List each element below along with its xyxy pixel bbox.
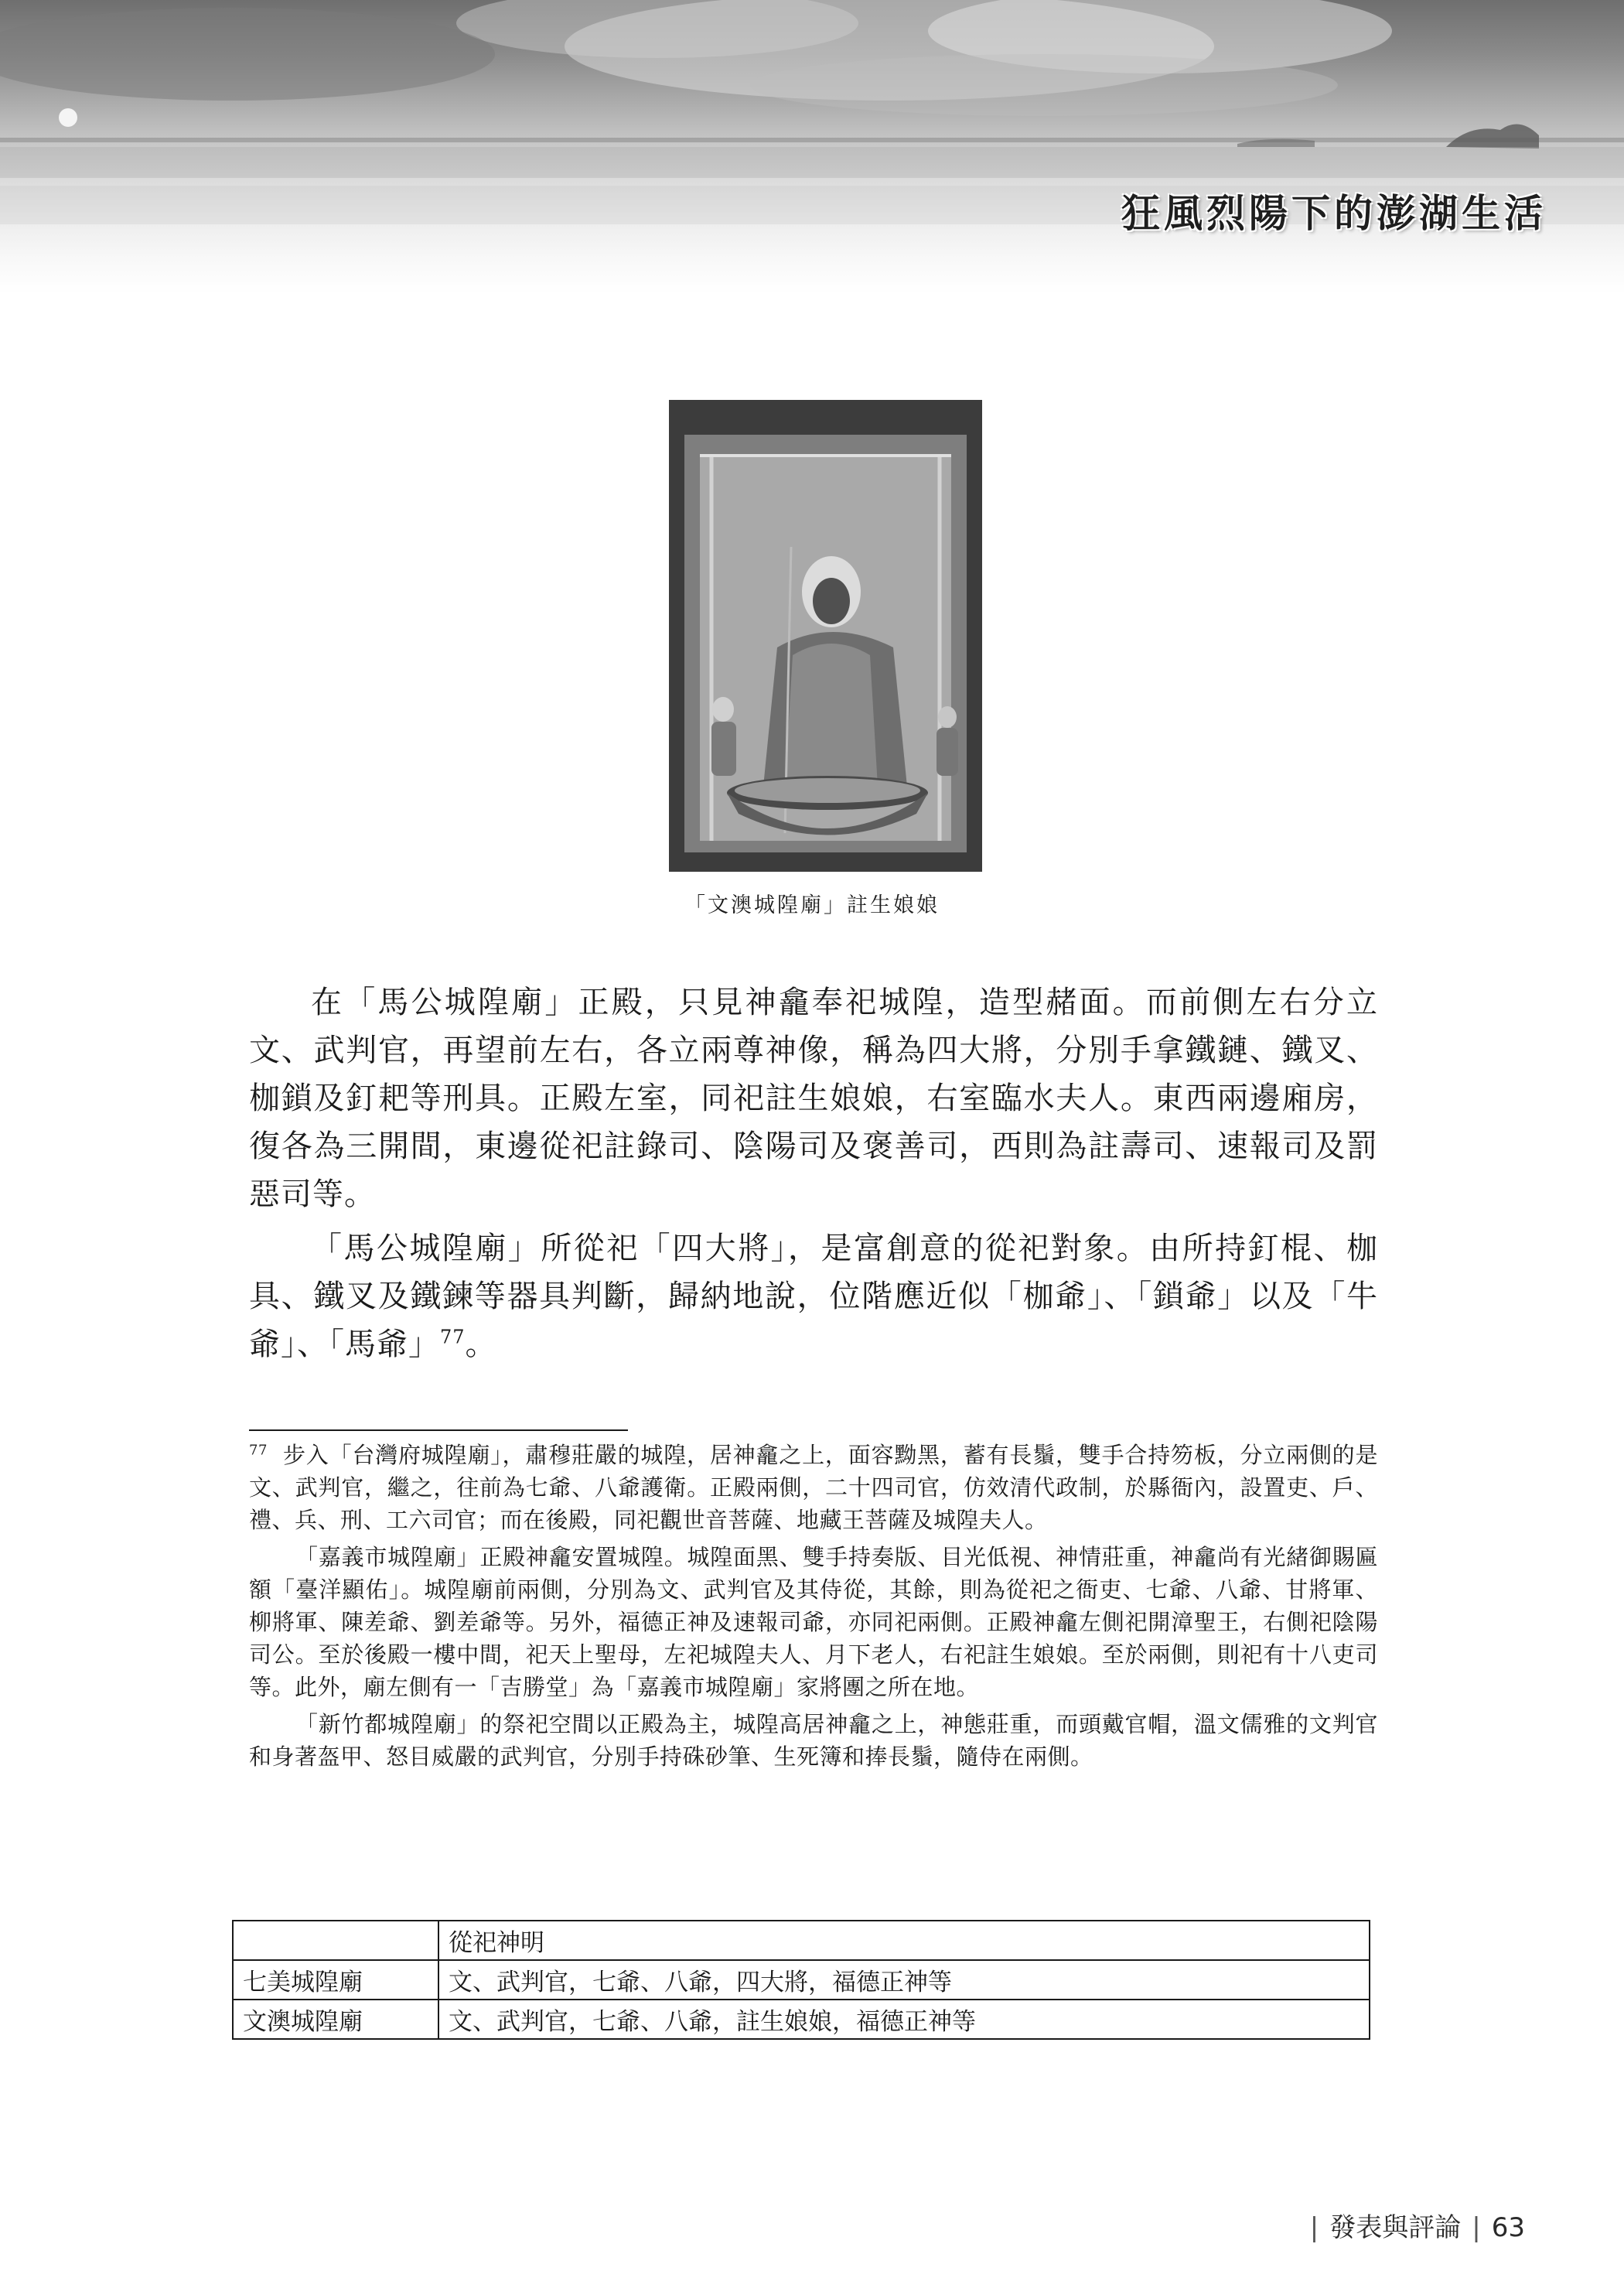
- page-footer: [1299, 2206, 1525, 2244]
- footnote-number: 77: [249, 1442, 268, 1459]
- body-paragraph-text: 「馬公城隍廟」所從祀「四大將」，是富創意的從祀對象。由所持釘棍、枷具、鐵叉及鐵鍊等器具判斷，歸納地說，位階應近似「枷爺」、「鎖爺」以及「牛爺」、「馬爺」: [249, 1231, 1378, 1362]
- header-banner: [0, 0, 1624, 294]
- body-text: [249, 978, 1378, 1375]
- figure-caption: 「文澳城隍廟」註生娘娘: [684, 893, 940, 917]
- footnote-divider: [249, 1429, 628, 1431]
- shrine-image: [669, 400, 982, 872]
- table-row: [233, 2000, 1370, 2039]
- body-paragraph-end: 。: [465, 1327, 497, 1362]
- deity-table: [232, 1920, 1370, 2040]
- table-header-row: [233, 1921, 1370, 1960]
- footnote-paragraph: [249, 1439, 1378, 1536]
- table-row: [233, 1960, 1370, 2000]
- footnote-reference[interactable]: 77: [440, 1326, 466, 1348]
- table-header-cell: 從祀神明: [438, 1921, 1370, 1960]
- page-number: 63: [1491, 2212, 1525, 2243]
- footer-section: 發表與評論: [1329, 2212, 1462, 2243]
- footnotes: [249, 1439, 1378, 1778]
- table-cell-temple: 文澳城隍廟: [233, 2000, 438, 2039]
- footer-divider: |: [1472, 2212, 1481, 2243]
- table-cell-deities: 文、武判官，七爺、八爺，註生娘娘，福德正神等: [438, 2000, 1370, 2039]
- running-header-title: 狂風烈陽下的澎湖生活: [1121, 191, 1547, 236]
- footnote-text: 步入「台灣府城隍廟」，肅穆莊嚴的城隍，居神龕之上，面容黝黑，蓄有長鬚，雙手合持笏板，分立兩側的是文、武判官，繼之，往前為七爺、八爺護衛。正殿兩側，二十四司官，仿效清代政制，於縣衙內，設置吏、戶、禮、兵、刑、工六司官；而在後殿，同祀觀世音菩薩、地藏王菩薩及城隍夫人。: [249, 1442, 1378, 1533]
- body-paragraph: 在「馬公城隍廟」正殿，只見神龕奉祀城隍，造型赭面。而前側左右分立文、武判官，再望前左右，各立兩尊神像，稱為四大將，分別手拿鐵鏈、鐵叉、枷鎖及釘耙等刑具。正殿左室，同祀註生娘娘，右室臨水夫人。東西兩邊廂房，復各為三開間，東邊從祀註錄司、陰陽司及褒善司，西則為註壽司、速報司及罰惡司等。: [249, 985, 1378, 1212]
- deity-photograph: [669, 400, 982, 872]
- body-paragraph: [249, 1224, 1378, 1368]
- table-cell-deities: 文、武判官，七爺、八爺，四大將，福德正神等: [438, 1960, 1370, 2000]
- footer-divider: |: [1309, 2212, 1319, 2243]
- table-header-cell: [233, 1921, 438, 1960]
- seascape-illustration: [0, 0, 1624, 294]
- footnote-paragraph: 「嘉義市城隍廟」正殿神龕安置城隍。城隍面黑、雙手持奏版、目光低視、神情莊重，神龕尚有光緒御賜匾額「臺洋顯佑」。城隍廟前兩側，分別為文、武判官及其侍從，其餘，則為從祀之衙吏、七爺、八爺、甘將軍、柳將軍、陳差爺、劉差爺等。另外，福德正神及速報司爺，亦同祀兩側。正殿神龕左側祀開漳聖王，右側祀陰陽司公。至於後殿一樓中間，祀天上聖母，左祀城隍夫人、月下老人，右祀註生娘娘。至於兩側，則祀有十八吏司等。此外，廟左側有一「吉勝堂」為「嘉義市城隍廟」家將團之所在地。: [249, 1544, 1378, 1700]
- table-cell-temple: 七美城隍廟: [233, 1960, 438, 2000]
- footnote-paragraph: 「新竹都城隍廟」的祭祀空間以正殿為主，城隍高居神龕之上，神態莊重，而頭戴官帽，溫文儒雅的文判官和身著盔甲、怒目威嚴的武判官，分別手持硃砂筆、生死簿和捧長鬚，隨侍在兩側。: [249, 1711, 1378, 1770]
